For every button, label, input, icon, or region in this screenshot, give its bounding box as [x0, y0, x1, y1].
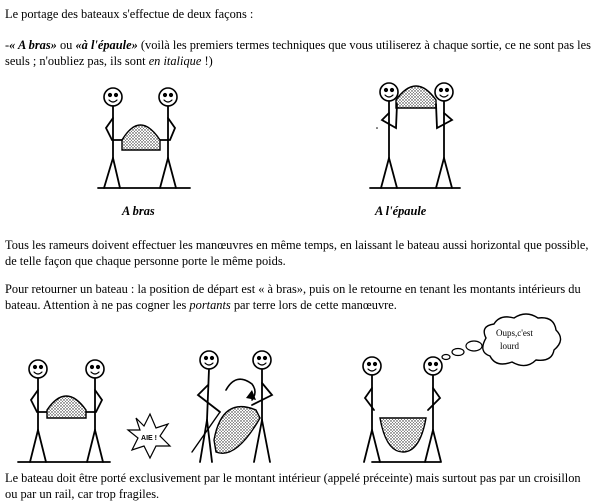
rower-face — [380, 83, 398, 101]
speech-bubble — [483, 314, 561, 366]
aie-label: AIE ! — [141, 435, 157, 442]
figure-a-epaule — [370, 83, 460, 188]
intro-paragraph: Le portage des bateaux s'effectue de deux façons : — [5, 7, 254, 21]
retourner-italic: portants — [189, 298, 231, 312]
boat-hull — [47, 396, 86, 418]
bubble-line2: lourd — [500, 341, 519, 351]
rower-face — [86, 360, 104, 378]
rower-face — [29, 360, 47, 378]
terms-end: !) — [201, 54, 213, 68]
terms-joiner: ou — [56, 38, 76, 52]
term-a-epaule: «à l'épaule» — [75, 38, 138, 52]
rower-face — [424, 357, 442, 375]
figure-depart — [18, 360, 110, 462]
figure-oups — [363, 314, 561, 462]
caption-a-epaule: A l'épaule — [375, 204, 427, 218]
caption-a-bras: A bras — [122, 204, 155, 218]
rower-face — [200, 351, 218, 369]
final-paragraph: Le bateau doit être porté exclusivement par le montant intérieur (appelé préceinte) mais surtout pas par un croisillon ou par un rail, car trop fragiles. — [5, 471, 581, 501]
figure-retournement — [128, 351, 272, 462]
figure-a-bras — [98, 88, 190, 188]
rameurs-paragraph: Tous les rameurs doivent effectuer les manœuvres en même temps, en laissant le bateau aussi horizontal que possible, de telle façon que chaque personne porte le même poids. — [5, 238, 589, 268]
rower-face — [363, 357, 381, 375]
rower-face — [104, 88, 122, 106]
bubble-line1: Oups,c'est — [496, 328, 533, 338]
boat-hull — [214, 407, 260, 454]
retourner-after: par terre lors de cette manœuvre. — [230, 298, 397, 312]
rower-face — [435, 83, 453, 101]
terms-lead: - — [5, 38, 10, 52]
term-a-bras: « A bras» — [9, 38, 57, 52]
boat-hull — [396, 86, 436, 108]
terms-italic: en italique — [148, 54, 202, 68]
boat-hull — [380, 418, 426, 452]
rower-face — [253, 351, 271, 369]
boat-hull — [122, 125, 160, 150]
retourner-before: Pour retourner un bateau : la position de départ est « à bras», puis on le retourne en tenant les montants intérieurs du bateau. Attention à ne pas cogner les — [5, 282, 581, 312]
rower-face — [159, 88, 177, 106]
terms-rest: (voilà les premiers termes techniques que vous utiliserez à chaque sortie, ce ne sont pas les seuls ; n'oubliez pas, ils sont — [5, 38, 591, 68]
